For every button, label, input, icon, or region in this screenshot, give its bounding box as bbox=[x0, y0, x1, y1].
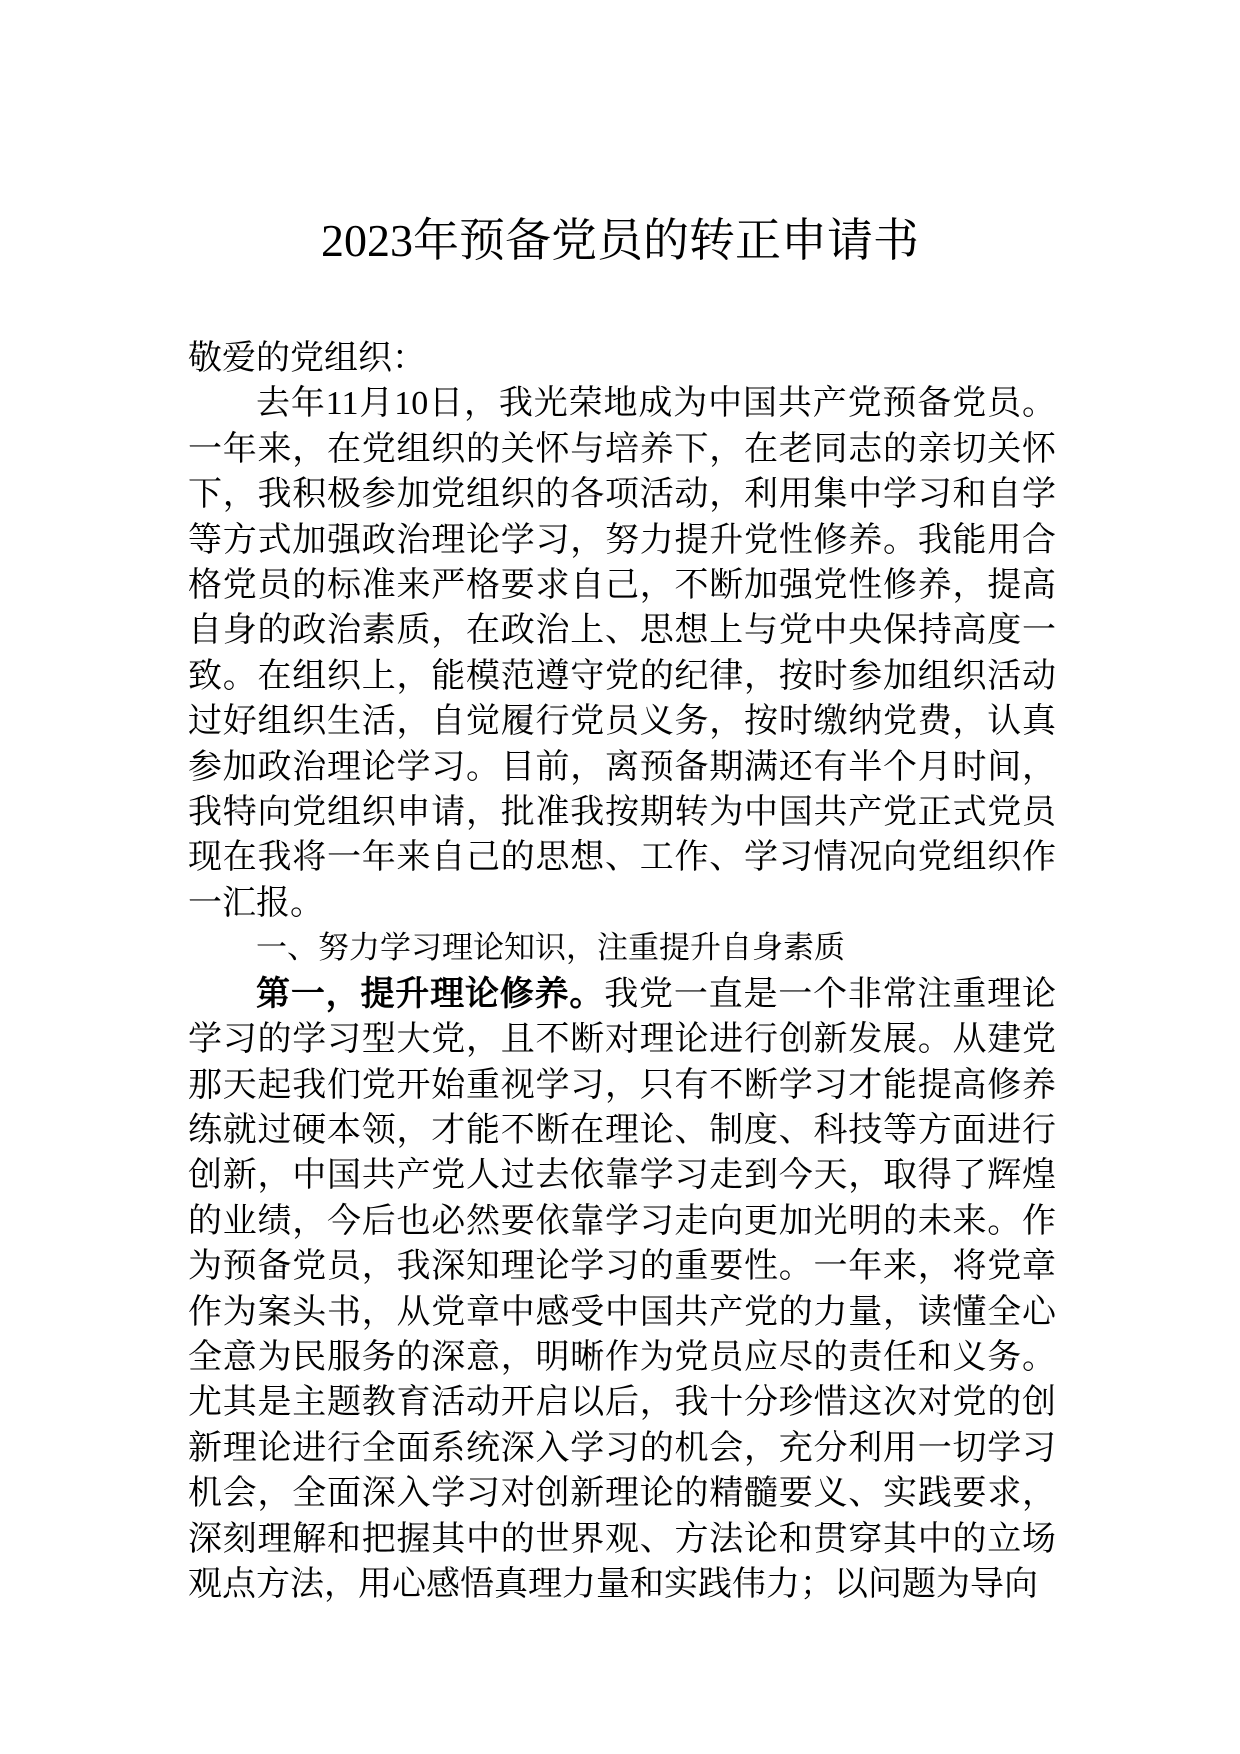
section-heading: 一、努力学习理论知识，注重提升自身素质 bbox=[256, 930, 845, 967]
document-body bbox=[188, 336, 1056, 1607]
salutation: 敬爱的党组织： bbox=[188, 338, 426, 378]
paragraph-intro: 去年11月10日，我光荣地成为中国共产党预备党员。一年来，在党组织的关怀与培养下，在老同志的亲切关怀下，我积极参加党组织的各项活动，利用集中学习和自学等方式加强政治理论学习，努力提升党性修养。我能用合格党员的标准来严格要求自己，不断加强党性修养，提高自身的政治素质，在政治上、思想上与党中央保持高度一致。在组织上，能模范遵守党的纪律，按时参加组织活动过好组织生活，自觉履行党员义务，按时缴纳党费，认真参加政治理论学习。目前，离预备期满还有半个月时间，我特向党组织申请，批准我按期转为中国共产党正式党员现在我将一年来自己的思想、工作、学习情况向党组织作一汇报。 bbox=[188, 383, 1056, 923]
document-title: 2023年预备党员的转正申请书 bbox=[321, 213, 919, 267]
paragraph-theory bbox=[188, 972, 1056, 1608]
paragraph-lead: 第一，提升理论修养。 bbox=[256, 973, 605, 1014]
paragraph-theory-text: 我党一直是一个非常注重理论学习的学习型大党，且不断对理论进行创新发展。从建党那天起我们党开始重视学习，只有不断学习才能提高修养练就过硬本领，才能不断在理论、制度、科技等方面进行创新，中国共产党人过去依靠学习走到今天，取得了辉煌的业绩，今后也必然要依靠学习走向更加光明的未来。作为预备党员，我深知理论学习的重要性。一年来，将党章作为案头书，从党章中感受中国共产党的力量，读懂全心全意为民服务的深意，明晰作为党员应尽的责任和义务。尤其是主题教育活动开启以后，我十分珍惜这次对党的创新理论进行全面系统深入学习的机会，充分利用一切学习机会，全面深入学习对创新理论的精髓要义、实践要求，深刻理解和把握其中的世界观、方法论和贯穿其中的立场观点方法，用心感悟真理力量和实践伟力；以问题为导向 bbox=[188, 973, 1057, 1604]
